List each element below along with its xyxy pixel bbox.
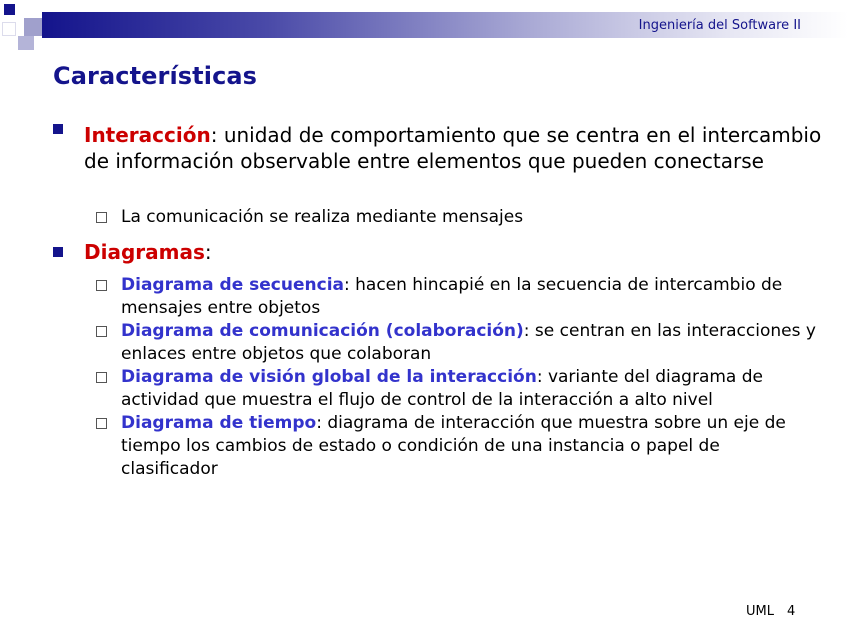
bullet-square-icon — [53, 247, 63, 257]
bullet-item-diagramas — [84, 239, 824, 265]
definition-interaccion: : unidad de comportamiento que se centra en el intercambio de información observable entre elementos que pueden conectarse — [84, 123, 822, 173]
decorative-square — [2, 22, 16, 36]
sub-bullet-box-icon — [96, 280, 107, 291]
term-secuencia: Diagrama de secuencia — [121, 275, 344, 295]
sub-bullet-box-icon — [96, 326, 107, 337]
term-tiempo: Diagrama de tiempo — [121, 413, 317, 433]
definition-comunicacion: : se centran en las interacciones y enlaces entre objetos que colaboran — [121, 321, 816, 364]
footer-label: UML — [746, 604, 774, 619]
definition-secuencia: : hacen hincapié en la secuencia de intercambio de mensajes entre objetos — [121, 275, 783, 318]
term-diagramas: Diagramas — [84, 240, 205, 264]
term-vision-global: Diagrama de visión global de la interacción — [121, 367, 537, 387]
course-title: Ingeniería del Software II — [638, 18, 801, 33]
definition-tiempo: : diagrama de interacción que muestra sobre un eje de tiempo los cambios de estado o condición de una instancia o papel de clasificador — [121, 413, 786, 479]
bullet-item-interaccion — [84, 122, 824, 174]
decorative-square — [4, 4, 15, 15]
term-comunicacion: Diagrama de comunicación (colaboración) — [121, 321, 524, 341]
sub-item-comunicacion-colaboracion — [121, 320, 821, 366]
sub-item-vision-global — [121, 366, 821, 412]
definition-diagramas: : — [204, 240, 212, 264]
sub-item-secuencia — [121, 274, 821, 320]
term-interaccion: Interacción — [84, 123, 211, 147]
sub-item-comunicacion: La comunicación se realiza mediante mensajes — [121, 207, 524, 227]
slide-title: Características — [53, 62, 258, 90]
bullet-square-icon — [53, 124, 63, 134]
sub-bullet-box-icon — [96, 212, 107, 223]
sub-bullet-box-icon — [96, 418, 107, 429]
decorative-square — [24, 18, 42, 36]
sub-item-tiempo — [121, 412, 821, 481]
definition-vision-global: : variante del diagrama de actividad que muestra el flujo de control de la interacción a alto nivel — [121, 367, 763, 410]
sub-bullet-box-icon — [96, 372, 107, 383]
page-number: 4 — [787, 604, 796, 619]
decorative-square — [18, 36, 34, 50]
